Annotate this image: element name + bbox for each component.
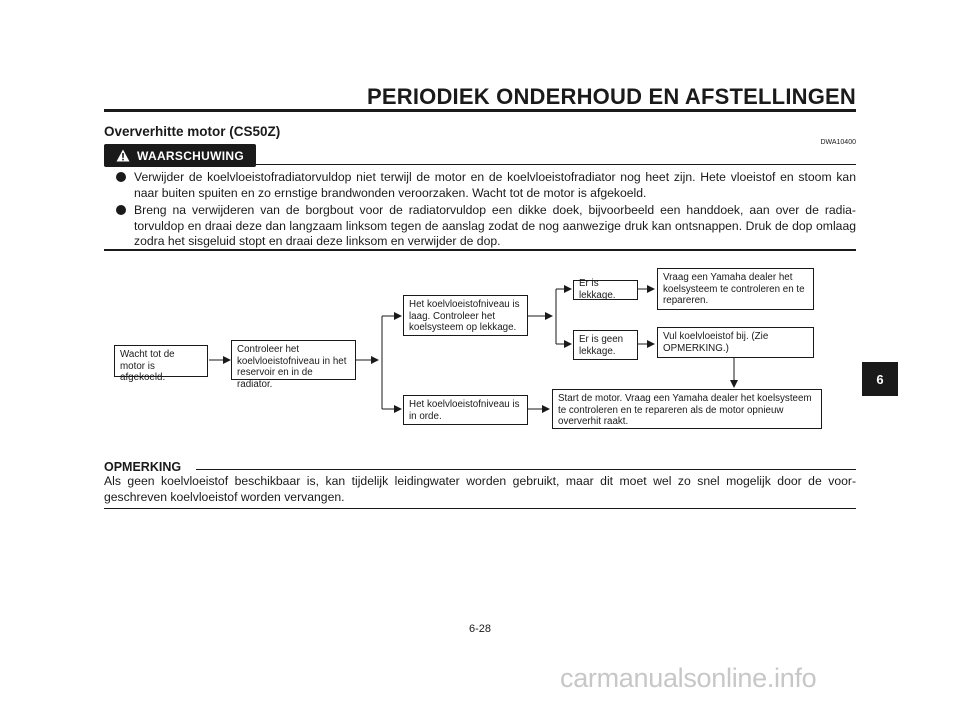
flow-box-start-text: Start de motor. Vraag een Yamaha dealer het koelsysteem te controleren en te repareren als de motor opnieuw oververhit raakt. — [558, 393, 812, 428]
flow-box-leak — [573, 280, 638, 300]
warning-bullet — [104, 203, 856, 250]
warning-bullet — [104, 170, 856, 201]
flow-box-wait-text: Wacht tot de motor is afgekoeld. — [120, 349, 175, 384]
warning-label: WAARSCHUWING — [137, 148, 244, 163]
flow-box-leak-text: Er is lekkage. — [579, 278, 616, 301]
flow-box-refill — [657, 327, 814, 358]
watermark: carmanualsonline.info — [560, 663, 817, 693]
flow-box-refill-text: Vul koelvloeistof bij. (Zie OPMERKING.) — [663, 331, 769, 354]
flow-box-dealer-repair-text: Vraag een Yamaha dealer het koelsysteem te controleren en te repareren. — [663, 272, 805, 307]
flow-box-low — [403, 295, 528, 336]
warning-triangle-icon — [116, 149, 130, 162]
warning-body — [104, 170, 856, 252]
section-title: Oververhitte motor (CS50Z) — [104, 124, 281, 139]
flow-box-ok-text: Het koelvloeistofniveau is in orde. — [409, 399, 520, 422]
flow-box-check-text: Controleer het koelvloeistofniveau in het reservoir en in de radiator. — [237, 344, 347, 390]
flow-box-check — [231, 340, 356, 390]
document-code: DWA10400 — [820, 139, 856, 146]
chapter-tab: 6 — [862, 362, 898, 396]
note-title: OPMERKING — [104, 460, 182, 474]
warning-badge — [104, 144, 256, 167]
page-number: 6-28 — [468, 623, 492, 635]
note-rule — [196, 469, 856, 470]
header-rule — [104, 109, 856, 112]
warning-bullet-text: Verwijder de koelvloeistofradiatorvuldop niet terwijl de motor en de koelvloeistofradiator nog heet zijn. Hete vloeistof en stoom kan naar buiten spuiten en zo ernstige brandwonden veroorzaken. Wacht tot de motor is afgekoeld. — [134, 170, 856, 200]
flow-box-dealer-repair — [657, 268, 814, 310]
page-header-title: PERIODIEK ONDERHOUD EN AFSTELLINGEN — [367, 84, 856, 109]
flow-box-start — [552, 389, 822, 429]
note-body: Als geen koelvloeistof beschikbaar is, kan tijdelijk leidingwater worden gebruikt, maar dit moet wel zo snel mogelijk door de voor-geschreven koelvloeistof worden vervangen. — [104, 474, 856, 504]
bullet-dot-icon — [116, 172, 126, 182]
flow-box-low-text: Het koelvloeistofniveau is laag. Controleer het koelsysteem op lekkage. — [409, 299, 520, 334]
flow-box-ok — [403, 395, 528, 425]
note-end-rule — [104, 508, 856, 509]
bullet-dot-icon — [116, 205, 126, 215]
warning-end-rule — [104, 249, 856, 251]
flow-box-wait — [114, 345, 208, 384]
warning-bullet-text: Breng na verwijderen van de borgbout voor de radiatorvuldop een dikke doek, bijvoorbeeld een handdoek, aan over de radia-torvuldop en draai deze dan langzaam linksom tegen de aanslag zodat de nog aanwezige druk kan ontsnappen. Druk de dop omlaag zodra het sisgeluid stopt en draai deze linksom en verwijder de dop. — [134, 203, 856, 249]
flow-box-no-leak-text: Er is geen lekkage. — [579, 334, 624, 357]
flow-box-no-leak — [573, 330, 638, 360]
warning-rule — [256, 164, 856, 165]
